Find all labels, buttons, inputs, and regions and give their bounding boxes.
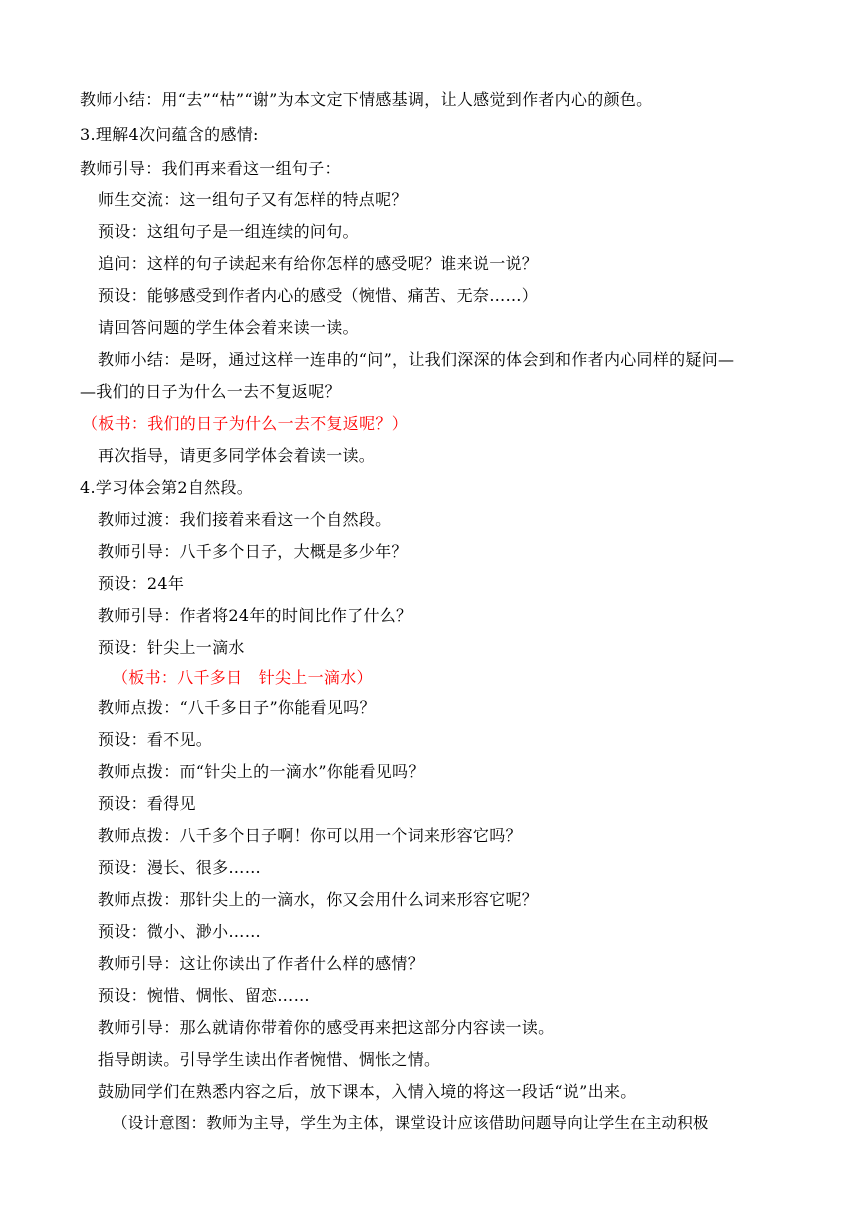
paragraph-line: 指导朗读。引导学生读出作者惋惜、惆怅之情。 bbox=[98, 1050, 441, 1069]
blackboard-note: （板书：八千多日 针尖上一滴水） bbox=[112, 668, 373, 687]
paragraph-line: 教师点拨：那针尖上的一滴水，你又会用什么词来形容它呢？ bbox=[98, 890, 539, 909]
paragraph-line: 预设：这组句子是一组连续的问句。 bbox=[98, 222, 359, 241]
paragraph-line: —我们的日子为什么一去不复返呢？ bbox=[80, 382, 341, 401]
paragraph-line: 教师引导：八千多个日子，大概是多少年？ bbox=[98, 542, 408, 561]
paragraph-line: 教师引导：我们再来看这一组句子： bbox=[80, 159, 341, 178]
paragraph-line: 预设：看不见。 bbox=[98, 730, 213, 749]
paragraph-line: 教师小结：是呀，通过这样一连串的“问”，让我们深深的体会到和作者内心同样的疑问— bbox=[98, 350, 735, 369]
paragraph-line: 预设：惋惜、惆怅、留恋…… bbox=[98, 986, 310, 1005]
paragraph-line: 教师引导：作者将24年的时间比作了什么？ bbox=[98, 606, 413, 625]
blackboard-note: （板书：我们的日子为什么一去不复返呢？） bbox=[82, 414, 409, 433]
section-heading: 3.理解4次问蕴含的感情: bbox=[80, 125, 259, 144]
paragraph-line: 预设：能够感受到作者内心的感受（惋惜、痛苦、无奈……） bbox=[98, 286, 539, 305]
section-heading: 4.学习体会第2自然段。 bbox=[80, 478, 254, 497]
design-intent-note: （设计意图：教师为主导，学生为主体，课堂设计应该借助问题导向让学生在主动积极 bbox=[112, 1114, 709, 1132]
paragraph-line: 预设：针尖上一滴水 bbox=[98, 638, 245, 657]
paragraph-line: 教师点拨：而“针尖上的一滴水”你能看见吗？ bbox=[98, 762, 425, 781]
paragraph-line: 教师点拨：“八千多日子”你能看见吗？ bbox=[98, 698, 376, 717]
paragraph-line: 教师小结：用“去”“枯”“谢”为本文定下情感基调，让人感觉到作者内心的颜色。 bbox=[80, 90, 653, 109]
paragraph-line: 教师引导：那么就请你带着你的感受再来把这部分内容读一读。 bbox=[98, 1018, 555, 1037]
paragraph-line: 师生交流：这一组句子又有怎样的特点呢？ bbox=[98, 190, 408, 209]
paragraph-line: 再次指导，请更多同学体会着读一读。 bbox=[98, 446, 376, 465]
paragraph-line: 请回答问题的学生体会着来读一读。 bbox=[98, 318, 359, 337]
paragraph-line: 预设：漫长、很多…… bbox=[98, 858, 262, 877]
paragraph-line: 预设：微小、渺小…… bbox=[98, 922, 262, 941]
paragraph-line: 教师过渡：我们接着来看这一个自然段。 bbox=[98, 510, 392, 529]
paragraph-line: 预设：看得见 bbox=[98, 794, 196, 813]
paragraph-line: 预设：24年 bbox=[98, 574, 185, 593]
paragraph-line: 教师引导：这让你读出了作者什么样的感情？ bbox=[98, 954, 425, 973]
paragraph-line: 追问：这样的句子读起来有给你怎样的感受呢？谁来说一说？ bbox=[98, 254, 539, 273]
paragraph-line: 鼓励同学们在熟悉内容之后，放下课本，入情入境的将这一段话“说”出来。 bbox=[98, 1082, 637, 1101]
paragraph-line: 教师点拨：八千多个日子啊！你可以用一个词来形容它吗？ bbox=[98, 826, 522, 845]
